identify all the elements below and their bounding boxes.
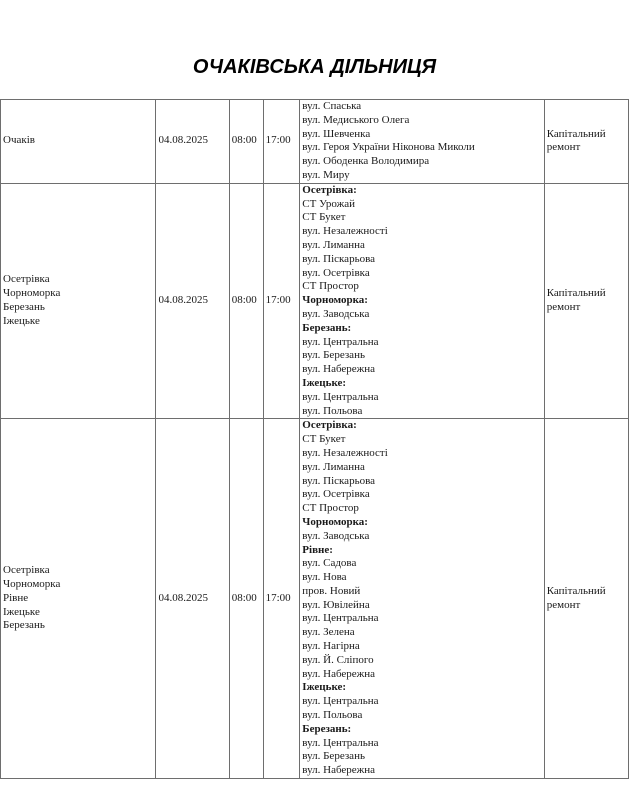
settlement-heading: Осетрівка:: [302, 419, 357, 432]
settlement-name: Чорноморка: [3, 287, 61, 300]
street-name: вул. Польова: [302, 709, 363, 722]
work-type-text: Капітальний: [546, 584, 606, 597]
street-name: вул. Березань: [302, 750, 365, 763]
settlement-heading: Чорноморка:: [302, 294, 368, 307]
street-name: вул. Заводська: [302, 307, 370, 320]
street-name: вул. Польова: [302, 404, 363, 417]
street-name: вул. Незалежності: [302, 225, 388, 238]
street-name: вул. Зелена: [302, 626, 355, 639]
date-cell: 04.08.2025: [156, 183, 229, 419]
start-time-cell: 08:00: [229, 183, 263, 419]
street-name: вул. Піскарьова: [302, 252, 376, 265]
street-name: СТ Простор: [302, 502, 359, 515]
street-name: вул. Лиманна: [302, 238, 365, 251]
street-name: вул. Набережна: [302, 363, 376, 376]
settlement-name: Іжецьке: [3, 314, 40, 327]
settlement-name: Березань: [3, 619, 45, 632]
settlement-heading: Іжецьке:: [302, 681, 347, 694]
settlement-name: Чорноморка: [3, 577, 61, 590]
street-name: вул. Центральна: [302, 695, 379, 708]
streets-cell: [300, 183, 544, 419]
street-name: вул. Лиманна: [302, 460, 365, 473]
work-type-text: ремонт: [546, 141, 581, 154]
date-cell: 04.08.2025: [156, 419, 229, 779]
street-name: вул. Ювілейна: [302, 598, 370, 611]
street-name: вул. Героя України Ніконова Миколи: [302, 141, 475, 154]
start-time-cell: 08:00: [229, 419, 263, 779]
page-title: ОЧАКІВСЬКА ДІЛЬНИЦЯ: [192, 56, 437, 78]
street-name: вул. Нова: [302, 571, 347, 584]
work-type-cell: [544, 100, 628, 184]
outage-schedule-table: [0, 99, 629, 779]
street-name: вул. Миру: [302, 168, 350, 181]
street-name: вул. Й. Сліпого: [302, 653, 374, 666]
date-cell: 04.08.2025: [156, 100, 229, 184]
settlement-heading: Березань:: [302, 722, 352, 735]
settlement-name: Осетрівка: [3, 564, 50, 577]
settlement-heading: Чорноморка:: [302, 515, 368, 528]
streets-cell: [300, 419, 544, 779]
street-name: вул. Осетрівка: [302, 266, 370, 279]
street-name: вул. Ободенка Володимира: [302, 155, 430, 168]
schedule-body: [1, 100, 629, 779]
settlement-heading: Рівне:: [302, 543, 333, 556]
settlements-cell: [1, 183, 156, 419]
end-time-cell: 17:00: [263, 100, 300, 184]
street-name: СТ Букет: [302, 211, 346, 224]
settlement-heading: Березань:: [302, 321, 352, 334]
settlement-name: Осетрівка: [3, 273, 50, 286]
end-time-cell: 17:00: [263, 183, 300, 419]
street-name: пров. Новий: [302, 584, 361, 597]
work-type-text: ремонт: [546, 301, 581, 314]
street-name: вул. Осетрівка: [302, 488, 370, 501]
settlement-name: Очаків: [3, 134, 35, 147]
street-name: СТ Букет: [302, 433, 346, 446]
street-name: вул. Березань: [302, 349, 365, 362]
start-time-cell: 08:00: [229, 100, 263, 184]
work-type-text: Капітальний: [546, 127, 606, 140]
settlements-cell: [1, 100, 156, 184]
street-name: СТ Урожай: [302, 197, 356, 210]
settlements-cell: [1, 419, 156, 779]
work-type-text: Капітальний: [546, 287, 606, 300]
street-name: вул. Садова: [302, 557, 357, 570]
work-type-text: ремонт: [546, 598, 581, 611]
settlement-name: Іжецьке: [3, 605, 40, 618]
street-name: вул. Спаська: [302, 100, 362, 112]
street-name: вул. Центральна: [302, 335, 379, 348]
street-name: вул. Піскарьова: [302, 474, 376, 487]
work-type-cell: [544, 183, 628, 419]
street-name: вул. Набережна: [302, 667, 376, 680]
street-name: вул. Заводська: [302, 529, 370, 542]
settlement-name: Березань: [3, 301, 45, 314]
settlement-name: Рівне: [3, 591, 29, 604]
street-name: СТ Простор: [302, 280, 359, 293]
end-time-cell: 17:00: [263, 419, 300, 779]
streets-cell: [300, 100, 544, 184]
street-name: вул. Шевченка: [302, 127, 371, 140]
table-row: [1, 419, 629, 779]
street-name: вул. Нагірна: [302, 640, 360, 653]
street-name: вул. Медиського Олега: [302, 113, 410, 126]
settlement-heading: Осетрівка:: [302, 183, 357, 196]
settlement-heading: Іжецьке:: [302, 376, 347, 389]
street-name: вул. Незалежності: [302, 446, 388, 459]
work-type-cell: [544, 419, 628, 779]
table-row: [1, 100, 629, 184]
street-name: вул. Центральна: [302, 612, 379, 625]
street-name: вул. Центральна: [302, 736, 379, 749]
street-name: вул. Набережна: [302, 764, 376, 777]
table-row: [1, 183, 629, 419]
street-name: вул. Центральна: [302, 390, 379, 403]
